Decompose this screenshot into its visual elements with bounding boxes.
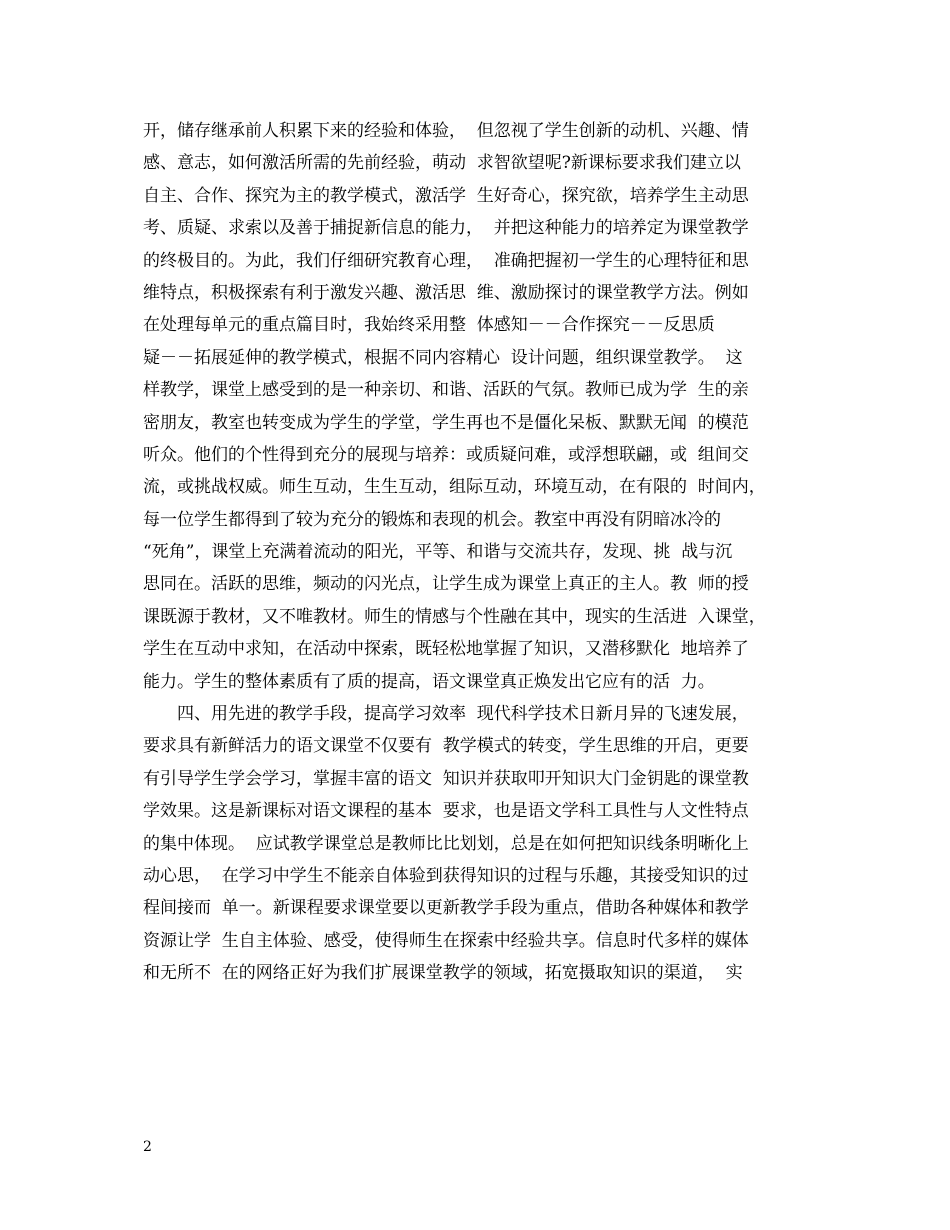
text-line: 四、用先进的教学手段，提高学习效率 现代科学技术日新月异的飞速发展， [177,704,749,725]
text-line: 听众。他们的个性得到充分的展现与培养：或质疑问难，或浮想联翩，或 组间交 [143,444,749,465]
text-line: 开，储存继承前人积累下来的经验和体验， 但忽视了学生创新的动机、兴趣、情 [143,121,749,141]
text-line: 能力。学生的整体素质有了质的提高，语文课堂真正焕发出它应有的活 力。 [143,671,715,692]
text-line: 课既源于教材，又不唯教材。师生的情感与个性融在其中，现实的生活进 入课堂， [143,606,766,627]
text-line: 学生在互动中求知，在活动中探索，既轻松地掌握了知识，又潜移默化 地培养了 [143,639,749,660]
text-line: 流，或挑战权威。师生互动，生生互动，组际互动，环境互动，在有限的 时间内， [143,477,766,498]
text-line: 考、质疑、求索以及善于捕捉新信息的能力， 并把这种能力的培养定为课堂教学 [143,218,749,239]
text-line: 要求具有新鲜活力的语文课堂不仅要有 教学模式的转变，学生思维的开启，更要 [143,736,749,757]
text-line: 每一位学生都得到了较为充分的锻炼和表现的机会。教室中再没有阴暗冰冷的 [143,509,721,530]
body-text [143,115,813,990]
text-line: 样教学，课堂上感受到的是一种亲切、和谐、活跃的气氛。教师已成为学 生的亲 [143,380,749,401]
text-line: 维特点，积极探索有利于激发兴趣、激活思 维、激励探讨的课堂教学方法。例如 [143,282,749,303]
text-line: 自主、合作、探究为主的教学模式，激活学 生好奇心，探究欲，培养学生主动思 [143,185,749,206]
text-line: 资源让学 生自主体验、感受，使得师生在探索中经验共享。信息时代多样的媒体 [143,930,749,951]
text-line: 的集中体现。 应试教学课堂总是教师比比划划，总是在如何把知识线条明晰化上 [143,833,749,854]
text-line: “死角”，课堂上充满着流动的阳光，平等、和谐与交流共存，发现、挑 战与沉 [143,542,733,563]
text-line: 在处理每单元的重点篇目时，我始终采用整 体感知－－合作探究－－反思质 [143,315,715,336]
text-line: 疑－－拓展延伸的教学模式，根据不同内容精心 设计问题，组织课堂教学。 这 [143,347,743,368]
text-line: 的终极目的。为此，我们仔细研究教育心理， 准确把握初一学生的心理特征和思 [143,250,749,271]
text-line: 动心思， 在学习中学生不能亲自体验到获得知识的过程与乐趣，其接受知识的过 [143,865,749,886]
text-line: 思同在。活跃的思维，频动的闪光点，让学生成为课堂上真正的主人。教 师的授 [143,574,749,595]
text-line: 感、意志，如何激活所需的先前经验，萌动 求智欲望呢?新课标要求我们建立以 [143,153,741,174]
text-line: 和无所不 在的网络正好为我们扩展课堂教学的领域，拓宽摄取知识的渠道， 实 [143,963,743,984]
text-line: 学效果。这是新课标对语文课程的基本 要求，也是语文学科工具性与人文性特点 [143,801,749,822]
text-line: 密朋友，教室也转变成为学生的学堂，学生再也不是僵化呆板、默默无闻 的模范 [143,412,749,433]
text-line: 程间接而 单一。新课程要求课堂要以更新教学手段为重点，借助各种媒体和教学 [143,898,749,919]
text-line: 有引导学生学会学习，掌握丰富的语文 知识并获取叩开知识大门金钥匙的课堂教 [143,768,749,789]
page-number: 2 [143,1139,152,1155]
